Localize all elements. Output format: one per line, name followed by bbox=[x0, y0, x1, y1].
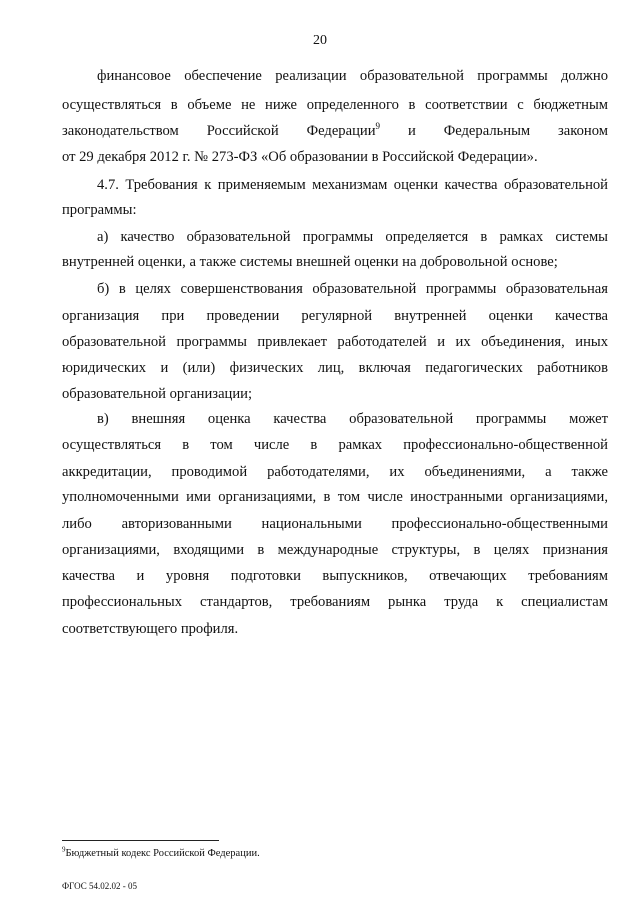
text-line: организациями, входящими в международные структуры, в целях признания bbox=[62, 542, 608, 558]
text-line: в) внешняя оценка качества образовательной программы может bbox=[97, 411, 608, 427]
page-number: 20 bbox=[313, 33, 327, 48]
footnote-reference: 9 bbox=[375, 121, 381, 132]
text-line: программы: bbox=[62, 202, 137, 218]
text-line: законодательством Российской Федерации$^9$ и Федеральным законом bbox=[62, 121, 608, 139]
text-line: финансовое обеспечение реализации образовательной программы должно bbox=[97, 68, 608, 84]
text-line: уполномоченными ими организациями, в том числе иностранными организациями, bbox=[62, 489, 608, 505]
text-line: организация при проведении регулярной внутренней оценки качества bbox=[62, 308, 608, 324]
text-line: качества и уровня подготовки выпускников, отвечающих требованиям bbox=[62, 568, 608, 584]
footnote-marker: 9 bbox=[62, 845, 66, 854]
text-line: юридических и (или) физических лиц, включая педагогических работников bbox=[62, 360, 608, 376]
footnote-separator bbox=[62, 840, 219, 841]
text-line: образовательной программы привлекает работодателей и их объединения, иных bbox=[62, 334, 608, 350]
footnote-text: Бюджетный кодекс Российской Федерации. bbox=[65, 848, 260, 859]
text-line: от 29 декабря 2012 г. № 273-ФЗ «Об образовании в Российской Федерации». bbox=[62, 149, 538, 165]
text-line: 4.7. Требования к применяемым механизмам оценки качества образовательной bbox=[97, 177, 608, 193]
text-line: соответствующего профиля. bbox=[62, 621, 239, 637]
document-code: ФГОС 54.02.02 - 05 bbox=[62, 881, 137, 891]
text-line: образовательной организации; bbox=[62, 386, 253, 402]
text-line: осуществляться в объеме не ниже определенного в соответствии с бюджетным bbox=[62, 97, 608, 113]
footnote bbox=[62, 847, 260, 861]
text-line: осуществляться в том числе в рамках профессионально-общественной bbox=[62, 437, 608, 453]
text-line: профессиональных стандартов, требованиям рынка труда к специалистам bbox=[62, 594, 608, 610]
text-line: б) в целях совершенствования образовательной программы образовательная bbox=[97, 281, 608, 297]
text-line: внутренней оценки, а также системы внешней оценки на добровольной основе; bbox=[62, 254, 558, 270]
text-line: аккредитации, проводимой работодателями, их объединениями, а также bbox=[62, 464, 608, 480]
text-line: либо авторизованными национальными профессионально-общественными bbox=[62, 516, 608, 532]
text-line: а) качество образовательной программы определяется в рамках системы bbox=[97, 229, 608, 245]
